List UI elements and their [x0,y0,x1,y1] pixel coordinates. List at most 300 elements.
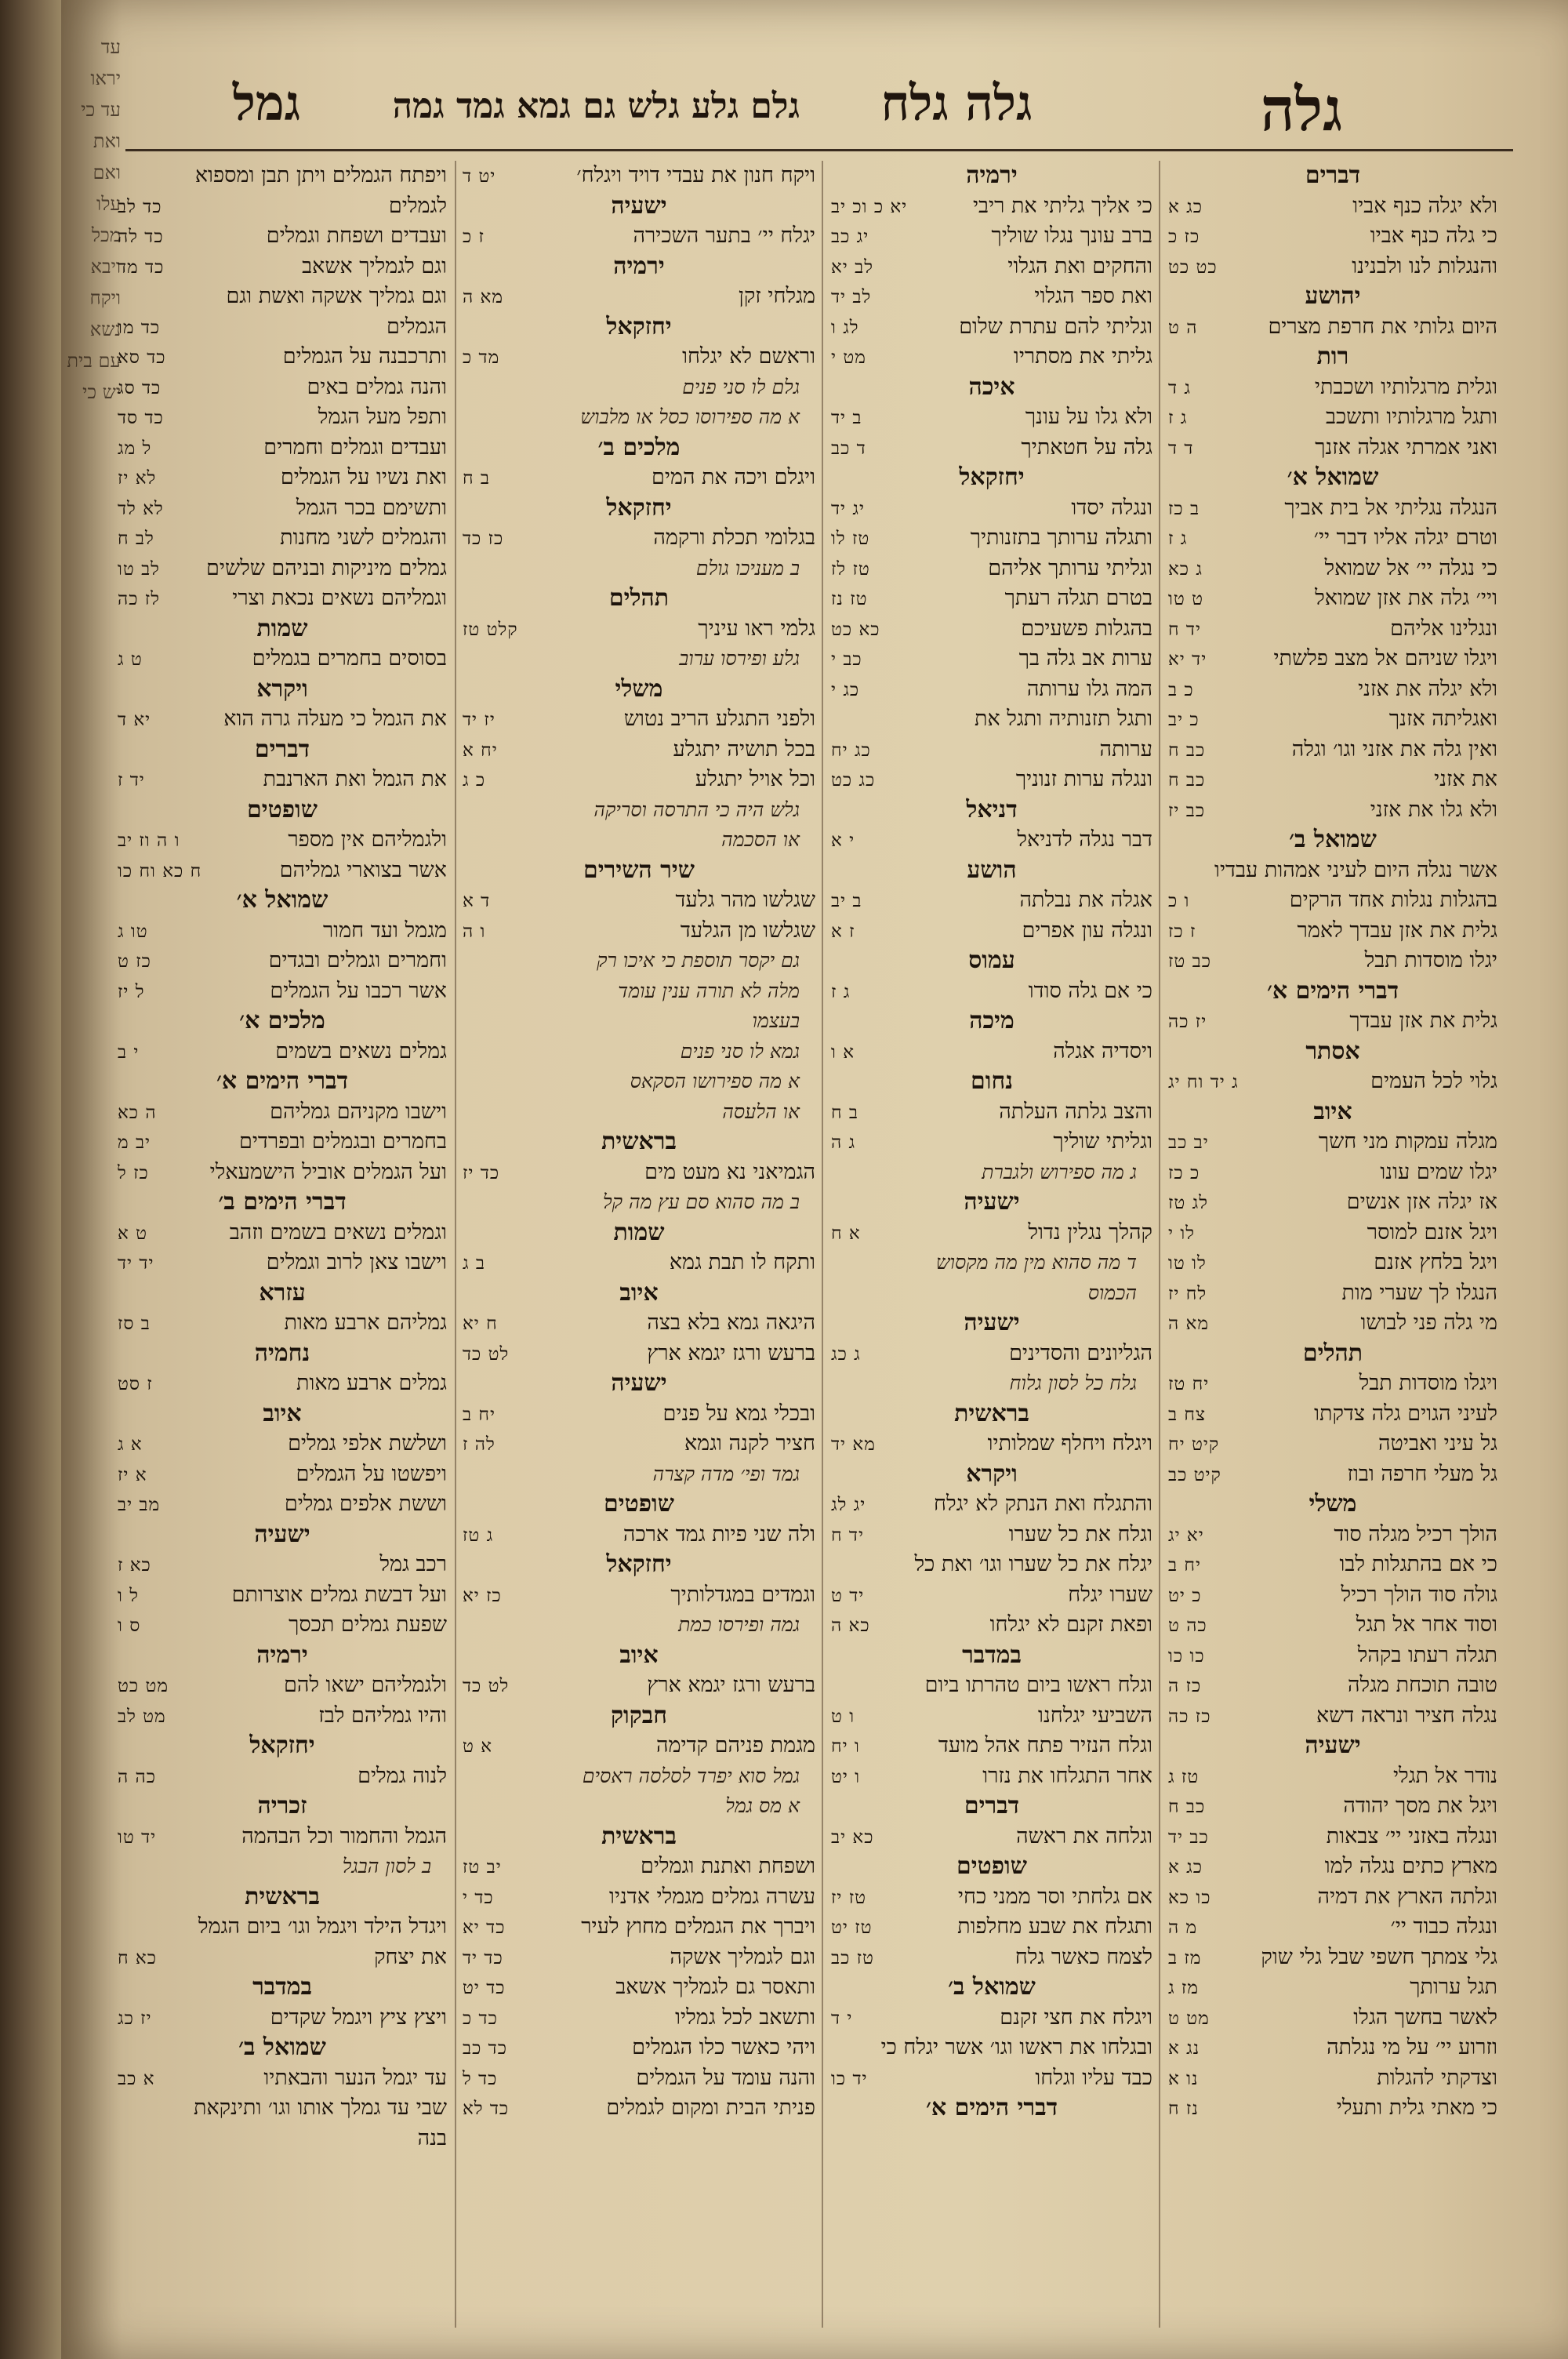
entry-text: ברעש ורגז יגמא ארץ [647,1673,815,1697]
concordance-entry [831,2003,1152,2034]
book-heading: איוב [619,1278,659,1307]
entry-reference: מז ג [1168,1978,1199,1998]
entry-text: והיו גמליהם לבז [318,1703,447,1728]
concordance-entry [118,2124,447,2154]
entry-reference: ז סט [118,1374,153,1394]
entry-text: את אזני [1434,767,1497,791]
entry-text: וגם לגמליך אשאב [302,253,447,278]
concordance-entry [1168,856,1497,886]
concordance-entry [118,1429,447,1459]
book-heading: נחמיה [254,1339,310,1367]
entry-reference: כז כד [463,529,504,549]
header-center-right-words: גלה גלח [880,75,1033,132]
entry-reference: ו יט [831,1766,861,1787]
entry-text: אשר רכבו על הגמלים [270,978,447,1003]
concordance-entry [463,1731,815,1761]
entry-text: ולפני התגלע הריב נטוש [623,707,815,731]
entry-text: וסוד אחר אל תגל [1356,1612,1497,1637]
concordance-entry [1168,1761,1497,1792]
concordance-entry [463,1580,815,1611]
book-heading: עזרא [259,1278,306,1307]
handwritten-note: א מס גמל [725,1794,800,1817]
entry-reference: לו טו [1168,1253,1207,1274]
book-heading: בראשית [245,1882,320,1910]
entry-reference: כד יד [463,1947,503,1968]
entry-text: ושלשת אלפי גמלים [288,1431,447,1456]
entry-reference: ח יא [463,1314,498,1334]
entry-reference: ד כב [831,438,866,459]
concordance-entry [118,1158,447,1188]
handwritten-note: הכמוס [1087,1281,1137,1304]
entry-reference: כג כט [831,770,876,791]
entry-reference: לג ו [831,317,859,338]
entry-text: וגלית מרגלותיו ושכבתי [1314,374,1497,399]
entry-text: ולגמליהם אין מספר [288,827,447,852]
concordance-entry [831,1701,1152,1732]
entry-text: גלי צמתך חשפי שבל גלי שוק [1261,1944,1497,1969]
entry-reference: כא ה [831,1616,870,1636]
entry-text: ויגלו שניהם אל מצב פלשתי [1273,646,1497,671]
handwritten-note: א מה ספירוסו כסל או מלבוש [580,405,800,428]
entry-text: מגמת פניהם קדימה [656,1733,815,1757]
entry-text: דבר נגלה לדניאל [1017,827,1152,852]
book-heading: דברי הימים ב׳ [218,1188,347,1216]
concordance-entry [463,1520,815,1550]
concordance-entry [1168,704,1497,735]
entry-text: עד יגמל הנער והבאתיו [263,2065,447,2090]
concordance-entry [1168,433,1497,463]
concordance-entry [463,704,815,735]
book-heading: ישעיה [611,1369,667,1397]
entry-reference: יא יג [1168,1525,1204,1546]
entry-text: ואני אמרתי אגלה אזנך [1315,434,1497,460]
concordance-entry [463,1158,815,1188]
entry-reference: כב י [831,649,862,670]
entry-reference: כד כ [463,2008,498,2029]
concordance-entry [1168,583,1497,614]
book-heading: בראשית [954,1399,1029,1427]
concordance-entry [463,221,815,252]
entry-text: ויגלם ויכה את המים [652,465,815,489]
entry-text: ויגל אזנם למוסר [1367,1219,1497,1245]
entry-reference: מא יד [831,1434,876,1455]
entry-text: גמלים מיניקות ובניהם שלשים [206,555,447,580]
concordance-entry [118,493,447,524]
concordance-entry [1168,1399,1497,1430]
concordance-entry [463,1339,815,1369]
entry-text: מגלחי זקן [738,284,815,308]
entry-text: וגלתה הארץ את דמיה [1317,1884,1497,1909]
book-heading: יהושע [1305,282,1361,310]
entry-reference: טז יט [831,1917,873,1938]
concordance-entry [118,1369,447,1399]
entry-reference: יד ט [831,1585,865,1606]
concordance-entry [118,1761,447,1792]
entry-reference: כא ז [118,1555,151,1576]
book-heading: עמוס [968,947,1015,974]
concordance-entry [831,1127,1152,1158]
book-heading: תהלים [1302,1339,1363,1367]
entry-reference: כד לב [118,196,162,217]
entry-text: היום גלותי את חרפת מצרים [1268,314,1497,339]
entry-reference: כד סא [118,347,166,368]
entry-text: וגם לגמליך אשקה [670,1944,815,1969]
entry-reference: ב סז [118,1314,151,1334]
concordance-entry [118,221,447,252]
entry-reference: לה ז [463,1434,495,1455]
column-divider [822,161,823,2328]
entry-reference: ו יח [831,1736,860,1757]
book-heading: שמואל א׳ [1287,463,1379,491]
concordance-entry [831,1882,1152,1913]
entry-text: ויהי כאשר כלו הגמלים [632,2035,815,2059]
entry-text: ותגלח את שבע מחלפות [957,1914,1152,1939]
concordance-entry [118,1670,447,1701]
entry-text: ותגל מרגלותיו ותשכב [1326,405,1497,429]
entry-text: ובגלחו את ראשו וגו׳ אשר יגלח כי [880,2035,1152,2059]
entry-reference: ג ז [1168,529,1188,549]
handwritten-note: גמד ופי׳ מדה קצרה [652,1462,800,1485]
entry-text: ונגלה כבוד יי׳ [1390,1914,1497,1939]
entry-text: השביעי יגלחנו [1038,1703,1152,1728]
handwritten-note: גלע ופירסו ערוב [679,647,800,670]
entry-reference: מט לב [118,1706,166,1727]
entry-text: מגמל ועד חמור [322,918,447,943]
entry-reference: ל יז [118,981,145,1002]
entry-text: גלוי לכל העמים [1370,1069,1497,1093]
entry-text: לאשר בחשך הגלו [1353,2005,1497,2030]
entry-text: בכל תושיה יתגלע [673,736,815,761]
entry-reference: ו ה וז יב [118,831,180,851]
column-1 [1168,161,1497,2335]
entry-reference: י א [831,831,855,851]
concordance-entry [118,312,447,343]
concordance-entry [831,1097,1152,1128]
entry-text: ונגלה ערות זנוניך [1015,767,1152,791]
concordance-entry [118,2063,447,2094]
entry-reference: יז כג [118,2008,152,2029]
entry-reference: כד יט [463,1978,506,1998]
entry-reference: כד סד [118,408,164,428]
entry-text: בנה [417,2125,447,2150]
entry-reference: מט ט [1168,2008,1210,2029]
book-heading: ישעיה [964,1188,1020,1216]
entry-reference: כב יד [1168,1826,1209,1848]
entry-text: ולא יגלה כנף אביו [1352,193,1497,218]
entry-text: יגלח יי׳ בתער השכירה [633,224,815,248]
entry-text: ותאסר גם לגמליך אשאב [615,1975,815,1999]
concordance-entry [118,583,447,614]
entry-reference: ב כז [1168,498,1200,519]
concordance-entry [463,463,815,493]
handwritten-note: ב מעניכו גולם [695,556,800,580]
concordance-entry [831,1489,1152,1520]
book-heading: שמואל ב׳ [948,1973,1036,2001]
entry-reference: כד מד [118,256,165,278]
entry-text: כבד עליו וגלחו [1035,2065,1152,2090]
concordance-entry [831,674,1152,705]
entry-text: וטרם יגלה אליו דבר יי׳ [1313,525,1497,550]
concordance-entry [118,644,447,674]
handwritten-note: גמא לו סני פנים [680,1039,800,1063]
book-heading: משלי [615,674,663,703]
concordance-entry [118,916,447,947]
entry-reference: כז ט [118,951,151,972]
entry-text: וגלח ראשו ביום טהרתו ביום [924,1673,1152,1697]
book-heading: מיכה [969,1007,1014,1034]
entry-reference: ט טו [1168,589,1203,609]
entry-text: מי גלה פני לבושו [1360,1310,1497,1335]
entry-text: ולגמליהם ישאו להם [283,1673,447,1697]
entry-text: הולך רכיל מגלה סוד [1334,1521,1497,1547]
entry-reference: לו י [1168,1223,1195,1244]
entry-text: כי אם גלה סודו [1028,978,1152,1003]
handwritten-note: גלש היה כי התרסה וסריקה [593,798,800,821]
entry-text: המה גלו ערותה [1026,676,1152,701]
entry-reference: ו כ [1168,891,1190,911]
concordance-entry [118,825,447,856]
entry-text: ולא גלו על עונך [1025,405,1152,429]
entry-reference: כז יא [463,1585,502,1606]
entry-text: והגמלים לשני מחנות [280,525,447,550]
concordance-entry [831,221,1152,252]
entry-reference: יד יד [118,1253,154,1274]
entry-reference: לט כד [463,1343,510,1365]
concordance-entry [118,1822,447,1852]
entry-text: גולה סוד הולך רכיל [1341,1582,1497,1607]
concordance-entry [831,644,1152,674]
entry-reference: נו א [1168,2068,1199,2089]
concordance-entry [1168,1006,1497,1037]
entry-text: וחמרים וגמלים ובגדים [268,948,447,972]
entry-text: וגליתי להם עתרת שלום [959,314,1152,339]
entry-text: וגלחה את ראשה [1016,1823,1152,1848]
concordance-entry [1168,1943,1497,1973]
entry-reference: יב טז [463,1857,502,1877]
concordance-entry [1168,1429,1497,1459]
entry-text: וישבו מקניהם גמליהם [270,1099,447,1124]
entry-reference: יב כב [1168,1132,1209,1153]
concordance-entry [463,1943,815,1973]
book-heading: שמואל ב׳ [238,2034,326,2061]
concordance-entry [118,1701,447,1732]
entry-reference: טז לו [831,529,870,549]
concordance-entry [1168,1369,1497,1399]
concordance-entry [118,1459,447,1490]
handwritten-note: גמל סוא יפרד לסלסה ראסים [582,1764,800,1787]
book-heading: דברי הימים א׳ [925,2094,1058,2121]
entry-reference: לז כה [118,589,160,609]
entry-text: תגלה רעתו בקהל [1357,1642,1497,1667]
concordance-entry [1168,1308,1497,1339]
entry-reference: כד מו [118,317,161,338]
concordance-entry [1168,1580,1497,1611]
concordance-entry [831,1943,1152,1973]
entry-text: שפעת גמלים תכסך [289,1612,447,1637]
entry-reference: מב יב [118,1495,161,1515]
concordance-entry [1168,2033,1497,2063]
entry-reference: לב יד [831,287,872,307]
concordance-entry [831,1429,1152,1459]
concordance-entry [831,825,1152,856]
entry-reference: צח ב [1168,1404,1207,1425]
entry-text: כי גלה כנף אביו [1370,224,1497,248]
entry-text: שבי עד גמלך אותו וגו׳ ותינקאת [194,2095,447,2120]
entry-text: ויגל את מסך יהודה [1343,1794,1497,1818]
entry-text: חציר לקנה וגמא [684,1431,815,1456]
entry-reference: י ד [831,2008,853,2029]
concordance-entry [1168,1852,1497,1882]
book-heading: משלי [1308,1490,1357,1518]
entry-text: ואין גלה את אזני וגו׳ וגלה [1291,736,1497,761]
entry-text: ופאת זקנם לא יגלחו [989,1612,1152,1637]
entry-reference: ז א [831,921,855,942]
book-spine [0,0,71,2359]
concordance-entry [831,885,1152,916]
entry-text: אשר בצוארי גמליהם [279,857,447,882]
entry-reference: יד כו [831,2068,868,2089]
book-heading: דברי הימים א׳ [1266,976,1399,1005]
entry-reference: ז כ [463,227,485,247]
entry-text: כי מאתי גלית ותעלי [1336,2095,1497,2120]
concordance-entry [831,1912,1152,1943]
entry-reference: ז כז [1168,921,1196,942]
column-4 [118,161,447,2335]
entry-text: ועבדים ושפחת וגמלים [266,224,447,248]
concordance-entry [118,1308,447,1339]
entry-reference: לא לד [118,498,164,519]
entry-reference: קלט טז [463,619,518,640]
entry-reference: יד ח [1168,619,1202,640]
entry-text: וגלח את כל שערו [1008,1521,1152,1547]
book-heading: דברים [1305,162,1361,189]
entry-text: בהגלות פשעיכם [1021,616,1152,641]
concordance-entry [1168,1520,1497,1550]
entry-reference: כז ה [1168,1676,1202,1696]
entry-text: שגלשו מן הגלעד [680,918,815,943]
entry-reference: כ ג [463,770,486,791]
entry-text: ואת נשיו על הגמלים [280,465,447,489]
entry-text: ונגלינו אליהם [1390,616,1497,641]
book-heading: זכריה [257,1792,307,1819]
concordance-entry [831,976,1152,1007]
entry-text: ויגלח את חצי זקנם [1000,2005,1152,2030]
entry-reference: ב ח [831,1102,859,1123]
concordance-entry [1168,1127,1497,1158]
entry-reference: כא כט [831,619,880,640]
entry-reference: יד ח [831,1525,865,1546]
concordance-entry [118,1489,447,1520]
entry-reference: מד כ [463,347,500,368]
entry-text: בהגלות נגלות אחד הרקים [1289,888,1497,912]
concordance-entry [118,1943,447,1973]
entry-text: גל מעלי חרפה ובוז [1347,1461,1497,1486]
concordance-entry [1168,1550,1497,1580]
concordance-entry [1168,614,1497,645]
entry-reference: כ יב [1168,710,1200,730]
entry-reference: ג כא [1168,558,1203,580]
entry-reference: לט כד [463,1676,510,1696]
entry-reference: יח ב [463,1404,496,1425]
entry-reference: טז לז [831,558,870,580]
entry-text: עשרה גמלים מגמלי אדניו [609,1884,815,1909]
entry-text: הגמל והחמור וכל הבהמה [241,1823,447,1848]
concordance-entry [831,765,1152,795]
book-heading: איוב [1313,1097,1352,1125]
entry-text: ערותה [1099,736,1152,761]
concordance-entry [463,342,815,373]
entry-reference: כד סג [118,377,162,398]
concordance-entry [118,554,447,584]
concordance-entry [463,2063,815,2094]
entry-text: והצב גלתה העלתה [999,1099,1152,1124]
handwritten-note: מלה לא תורה ענין עומד [618,979,800,1002]
concordance-entry [463,1882,815,1913]
entry-reference: ב יד [831,408,862,428]
entry-text: ויצץ ציץ ויגמל שקדים [270,2005,447,2030]
entry-reference: כט כט [1168,256,1218,278]
column-divider [1159,161,1160,2328]
entry-reference: ד א [463,891,491,911]
book-heading: ויקרא [256,674,308,703]
entry-reference: יד יא [1168,649,1207,670]
entry-reference: א ח [831,1223,861,1244]
concordance-entry [463,916,815,947]
concordance-entry [463,765,815,795]
entry-text: וראשם לא יגלחו [682,344,815,369]
concordance-entry [1168,1459,1497,1490]
entry-text: גליתי את מסתריו [1013,344,1152,369]
book-heading: במדבר [962,1641,1022,1669]
concordance-entry [831,1580,1152,1611]
concordance-entry [118,1580,447,1611]
concordance-entry [831,523,1152,554]
entry-text: ותרכבנה על הגמלים [282,344,447,369]
concordance-entry [831,735,1152,765]
handwritten-note: גלם לו סני פנים [682,375,800,398]
book-heading: דברים [254,735,310,763]
concordance-entry [831,1670,1152,1701]
entry-text: נגלה חציר ונראה דשא [1316,1703,1497,1728]
book-heading: רות [1316,343,1349,370]
entry-reference: ו ה [463,921,486,942]
concordance-entry [463,1670,815,1701]
entry-reference: כא ח [118,1947,157,1968]
entry-text: ויי׳ גלה את אזן שמואל [1315,586,1497,610]
entry-text: הגמלים [386,314,447,339]
concordance-entry [463,2003,815,2034]
entry-reference: כז ל [118,1162,149,1183]
entry-text: ויגלח ויחלף שמלותיו [987,1431,1152,1456]
entry-reference: כד לא [463,2099,510,2119]
entry-reference: ג ז [1168,408,1188,428]
entry-reference: ח כא וח כו [118,860,202,881]
entry-reference: מ ה [1168,1917,1198,1938]
book-heading: יחזקאל [606,1550,672,1578]
entry-text: ויקח חנון את עבדי דויד ויגלח׳ [576,163,815,187]
book-heading: דברי הימים א׳ [216,1067,349,1095]
book-heading: שיר השירים [583,856,695,884]
entry-text: כי אליך גליתי את ריבי [972,193,1152,218]
entry-text: היגאה גמא בלא בצה [647,1310,815,1335]
concordance-entry [1168,2003,1497,2034]
entry-reference: כז כ [1168,227,1200,247]
entry-text: ולא גלו את אזני [1370,797,1497,822]
concordance-entry [1168,1791,1497,1822]
entry-text: ועל דבשת גמלים אוצרותם [231,1582,447,1607]
header-rule [125,149,1513,151]
concordance-entry [118,342,447,373]
